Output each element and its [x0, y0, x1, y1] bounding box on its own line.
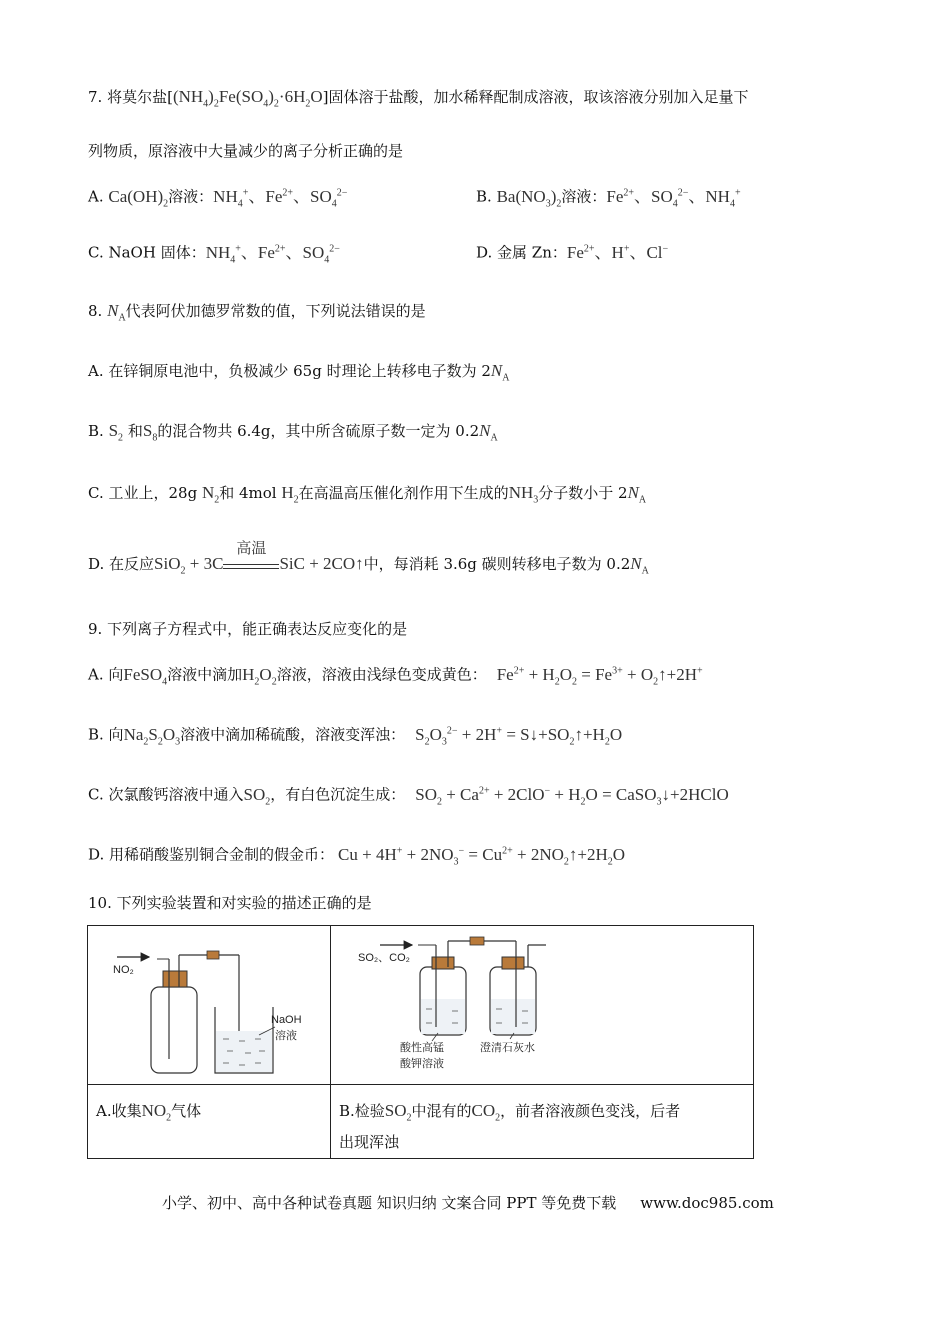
q8-option-d[interactable]: D. 在反应SiO$_2$ + 3C 高温 SiC + 2CO↑中，每消耗 3.6g 碳则转移电子数为 $0.2N_A$ — [88, 539, 649, 577]
q8-option-c[interactable]: C. 工业上，28g $N_2$和 4mol $H_2$在高温高压催化剂作用下生成的$NH_3$分子数小于 $2N_A$ — [88, 483, 647, 506]
q9-option-d[interactable]: D. 用稀硝酸鉴别铜合金制的假金币： $Cu + 4H^+ + 2NO_3^- = Cu^{2+}$ + $2NO_2↑+2H_2O$ — [88, 844, 626, 868]
q9-stem: 9. 下列离子方程式中，能正确表达反应变化的是 — [88, 620, 408, 638]
figure-a-solution-label1: NaOH — [271, 1014, 302, 1026]
q7-stem-line2: 列物质，原溶液中大量减少的离子分析正确的是 — [88, 142, 404, 160]
footer — [162, 1192, 774, 1213]
mohr-salt-formula: $(NH_4)_2Fe(SO_4)_2\cdot 6H_2O$ — [172, 87, 323, 110]
q7-option-b[interactable]: B. $Ba(NO_3)_2$溶液：$Fe^{2+}$、$SO_4^{2-}$、$NH_4^+$ — [476, 186, 741, 210]
q8-option-b[interactable]: B. $S_2$ 和$S_8$的混合物共 6.4g，其中所含硫原子数一定为 $0.2N_A$ — [88, 421, 498, 444]
q10-stem: 10. 下列实验装置和对实验的描述正确的是 — [88, 894, 372, 912]
figure-b-gas-label: SO₂、CO₂ — [358, 952, 410, 964]
q8-stem: 8. $N_A$代表阿伏加德罗常数的值，下列说法错误的是 — [88, 301, 426, 324]
q7-option-c[interactable]: C. NaOH 固体：$NH_4^+$、$Fe^{2+}$、$SO_4^{2-}$ — [88, 242, 340, 266]
q7-option-a[interactable]: A. $Ca(OH)_2$溶液：$NH_4^+$、$Fe^{2+}$、$SO_4^{2-}$ — [88, 186, 348, 210]
figure-a-solution-label2: 溶液 — [275, 1030, 297, 1042]
q9-option-a[interactable]: A. 向FeSO$_4$溶液中滴加$H_2O_2$溶液，溶液由浅绿色变成黄色： $Fe^{2+} + H_2O_2 = Fe^{3+}$ + $O_2↑+2H^+$ — [88, 664, 703, 688]
footer-url[interactable]: www.doc985.com — [640, 1194, 774, 1212]
figure-b-cell — [331, 926, 754, 1085]
option-a-caption[interactable]: A.收集$NO_2$气体 — [88, 1085, 331, 1159]
q10-table — [87, 925, 754, 1159]
figure-a-cell — [88, 926, 331, 1085]
figure-b-apparatus — [332, 927, 752, 1079]
reaction-condition: 高温 — [223, 555, 279, 569]
option-b-caption[interactable]: B.检验$SO_2$中混有的$CO_2$，前者溶液颜色变浅，后者 出现浑浊 — [331, 1085, 754, 1159]
figure-b-left-label1: 酸性高锰 — [400, 1042, 444, 1054]
figure-b-left-label2: 酸钾溶液 — [400, 1058, 444, 1070]
q7-option-d[interactable]: D. 金属 Zn：$Fe^{2+}$、H+、Cl− — [476, 242, 669, 262]
q9-option-c[interactable]: C. 次氯酸钙溶液中通入$SO_2$，有白色沉淀生成： $SO_2 + Ca^{2+} + 2ClO^- + H_2O$ = CaSO$_3$↓+2HClO — [88, 784, 729, 808]
footer-text: 小学、初中、高中各种试卷真题 知识归纳 文案合同 PPT 等免费下载 — [162, 1194, 617, 1212]
q8-option-a[interactable]: A. 在锌铜原电池中，负极减少 65g 时理论上转移电子数为 $2N_A$ — [88, 361, 510, 384]
q7-stem: 7. 将莫尔盐$[(NH_4)_2Fe(SO_4)_2\cdot 6H_2O]$固体溶于盐酸，加水稀释配制成溶液，取该溶液分别加入足量下 — [88, 87, 749, 110]
figure-b-right-label: 澄清石灰水 — [480, 1042, 535, 1054]
q9-option-b[interactable]: B. 向$Na_2S_2O_3$溶液中滴加稀硫酸，溶液变浑浊： $S_2O_3^{2-} + 2H^+$ = $S↓+SO_2↑+H_2O$ — [88, 724, 623, 748]
figure-a-gas-label: NO₂ — [113, 964, 134, 976]
figure-a-apparatus — [89, 927, 329, 1079]
